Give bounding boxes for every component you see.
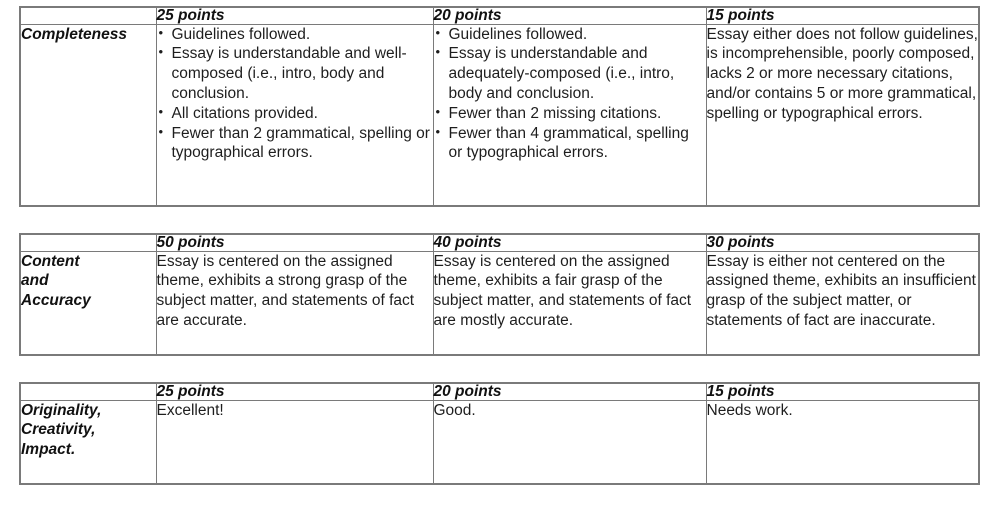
table-header-row: [20, 383, 979, 400]
list-item: • Essay is understandable and well-composed (i.e., intro, body and conclusion.: [157, 44, 433, 103]
column-header-points-3: 30 points: [706, 234, 979, 251]
rubric-cell-completeness-15: Essay either does not follow guidelines, is incomprehensible, poorly composed, lacks 2 or more necessary citations, and/or contains 5 or more grammatical, spelling or typographical errors.: [706, 24, 979, 206]
rubric-cell-content-50: Essay is centered on the assigned theme, exhibits a strong grasp of the subject matter, and statements of fact are accurate.: [156, 251, 433, 355]
table-header-row: [20, 7, 979, 24]
column-header-points-3: 15 points: [706, 7, 979, 24]
criterion-label-completeness: Completeness: [20, 24, 156, 206]
criterion-line: Content: [21, 252, 80, 270]
list-item: • Fewer than 4 grammatical, spelling or typographical errors.: [434, 124, 706, 164]
list-item: • Essay is understandable and adequately-composed (i.e., intro, body and conclusion.: [434, 44, 706, 103]
criterion-line: Impact.: [21, 440, 76, 458]
rubric-cell-originality-20: Good.: [433, 400, 706, 484]
criterion-line: and: [21, 272, 49, 290]
header-blank-cell: [20, 234, 156, 251]
list-item: • Fewer than 2 missing citations.: [434, 104, 706, 124]
list-item: • All citations provided.: [157, 104, 433, 124]
rubric-cell-originality-25: Excellent!: [156, 400, 433, 484]
rubric-cell-completeness-20: [433, 24, 706, 206]
rubric-table-content-and-accuracy: [19, 233, 980, 356]
list-item: • Fewer than 2 grammatical, spelling or typographical errors.: [157, 124, 433, 164]
column-header-points-2: 20 points: [433, 383, 706, 400]
column-header-points-3: 15 points: [706, 383, 979, 400]
criterion-line: Accuracy: [21, 291, 91, 309]
rubric-table-completeness: [19, 6, 980, 207]
criterion-line: Originality,: [21, 401, 102, 419]
column-header-points-1: 25 points: [156, 7, 433, 24]
criterion-line: Creativity,: [21, 421, 96, 439]
bullet-list: [434, 25, 706, 164]
rubric-cell-content-30: Essay is either not centered on the assigned theme, exhibits an insufficient grasp of the subject matter, or statements of fact are inaccurate.: [706, 251, 979, 355]
rubric-cell-content-40: Essay is centered on the assigned theme, exhibits a fair grasp of the subject matter, and statements of fact are mostly accurate.: [433, 251, 706, 355]
rubric-cell-completeness-25: [156, 24, 433, 206]
list-item: • Guidelines followed.: [157, 25, 433, 45]
list-item: • Guidelines followed.: [434, 25, 706, 45]
criterion-label-content-and-accuracy: [20, 251, 156, 355]
table-header-row: [20, 234, 979, 251]
bullet-list: [157, 25, 433, 164]
header-blank-cell: [20, 383, 156, 400]
rubric-cell-originality-15: Needs work.: [706, 400, 979, 484]
table-row: [20, 24, 979, 206]
column-header-points-2: 20 points: [433, 7, 706, 24]
table-row: [20, 251, 979, 355]
header-blank-cell: [20, 7, 156, 24]
rubric-table-originality-creativity-impact: [19, 382, 980, 485]
column-header-points-2: 40 points: [433, 234, 706, 251]
column-header-points-1: 50 points: [156, 234, 433, 251]
table-row: [20, 400, 979, 484]
column-header-points-1: 25 points: [156, 383, 433, 400]
criterion-label-originality: [20, 400, 156, 484]
